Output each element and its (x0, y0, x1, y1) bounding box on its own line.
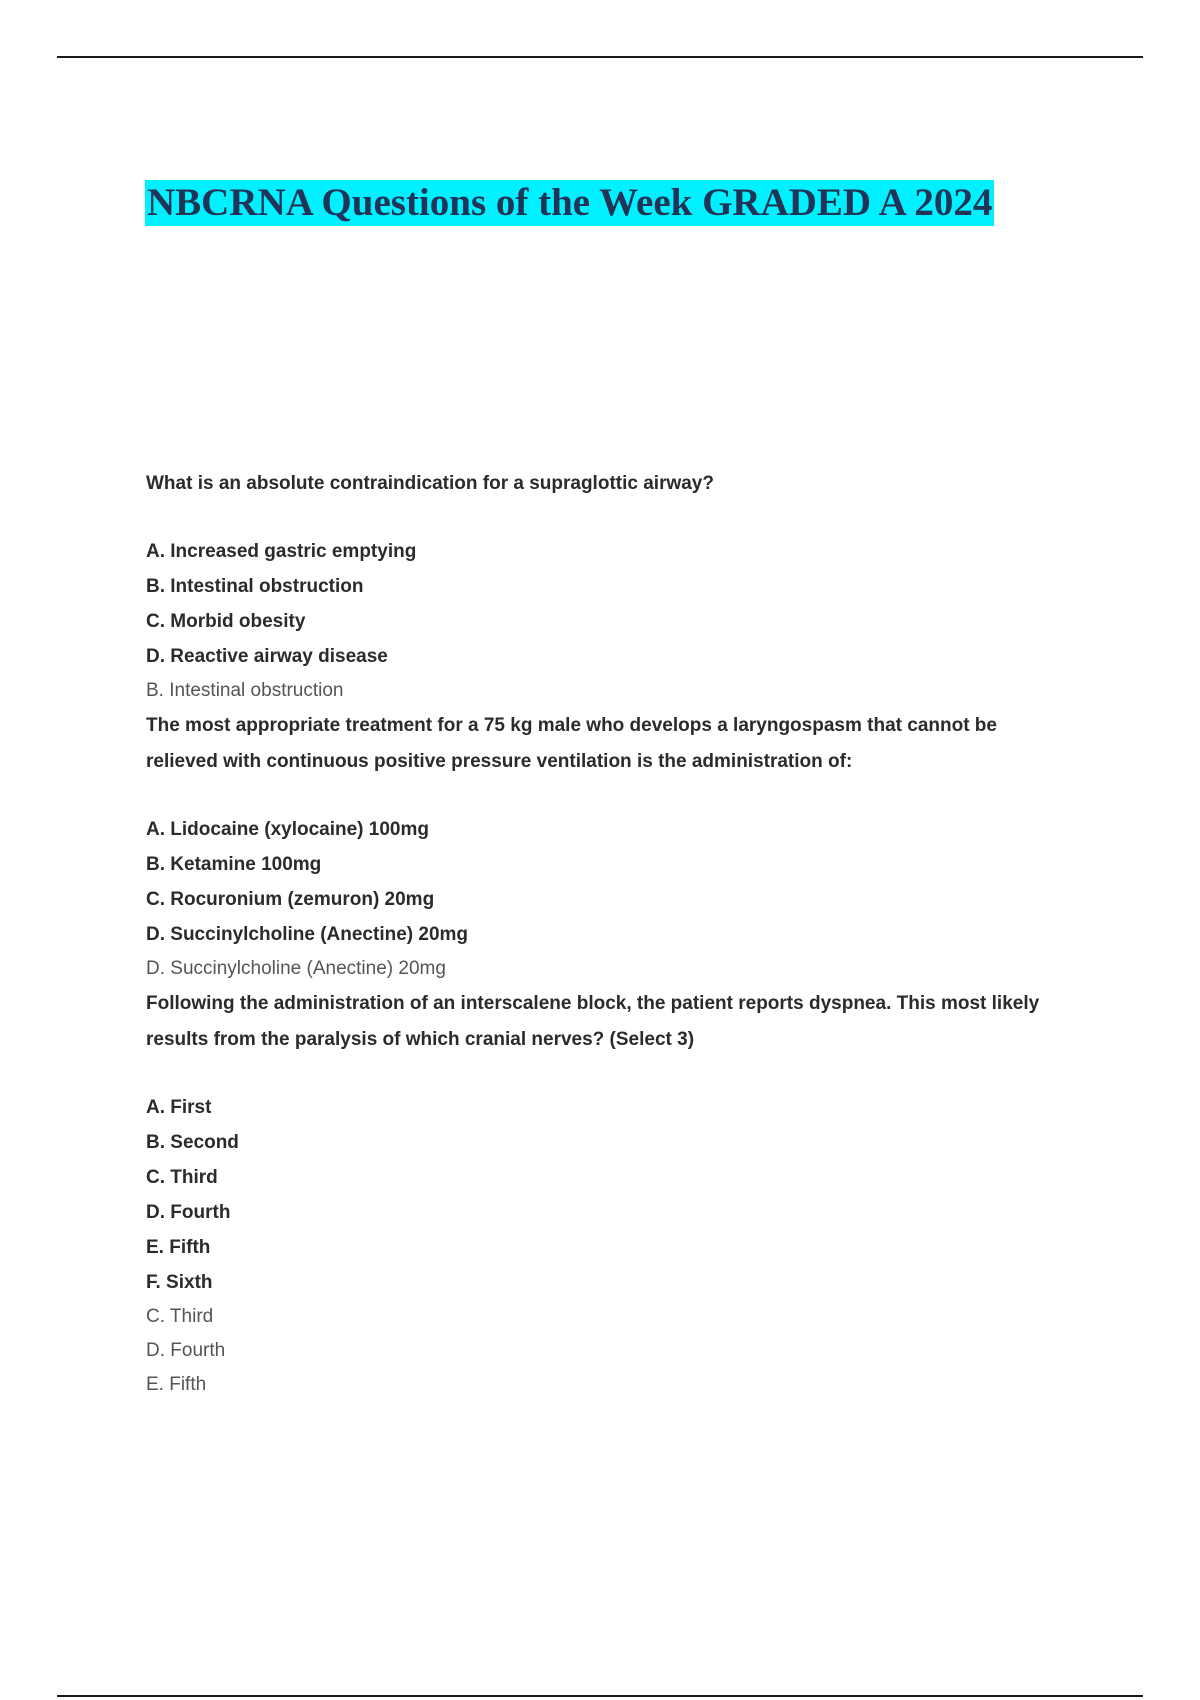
answer-option: B. Second (146, 1132, 239, 1153)
question-text: What is an absolute contraindication for a supraglottic airway? (146, 473, 714, 494)
question-text: The most appropriate treatment for a 75 kg male who develops a laryngospasm that cannot be relieved with continuous positive pressure ventilation is the administration of: (146, 715, 997, 772)
answer-option: C. Rocuronium (zemuron) 20mg (146, 889, 435, 910)
answer-option: C. Third (146, 1167, 218, 1188)
answer-option: A. First (146, 1097, 212, 1118)
question-block-3 (146, 986, 1066, 1402)
answer-option: B. Ketamine 100mg (146, 854, 322, 875)
answer-option: A. Increased gastric emptying (146, 541, 417, 562)
top-rule (57, 56, 1143, 58)
correct-answer: D. Fourth (146, 1340, 226, 1361)
answer-option: F. Sixth (146, 1272, 213, 1293)
question-block-2 (146, 708, 1066, 986)
answer-option: E. Fifth (146, 1237, 211, 1258)
question-spacer (146, 502, 1066, 534)
question-spacer (146, 1058, 1066, 1090)
correct-answer: D. Succinylcholine (Anectine) 20mg (146, 958, 446, 979)
question-block-1 (146, 466, 1066, 708)
answer-option: C. Morbid obesity (146, 611, 306, 632)
question-list (146, 466, 1066, 1402)
bottom-rule (57, 1695, 1143, 1697)
answer-option: B. Intestinal obstruction (146, 576, 364, 597)
answer-option: D. Succinylcholine (Anectine) 20mg (146, 924, 469, 945)
question-text: Following the administration of an interscalene block, the patient reports dyspnea. This most likely results from the paralysis of which cranial nerves? (Select 3) (146, 993, 1040, 1050)
correct-answer: B. Intestinal obstruction (146, 680, 344, 701)
title-block (145, 180, 994, 226)
answer-option: A. Lidocaine (xylocaine) 100mg (146, 819, 429, 840)
answer-option: D. Reactive airway disease (146, 646, 388, 667)
document-title: NBCRNA Questions of the Week GRADED A 2024 (147, 181, 993, 224)
answer-option: D. Fourth (146, 1202, 231, 1223)
correct-answer: E. Fifth (146, 1374, 207, 1395)
question-spacer (146, 780, 1066, 812)
correct-answer: C. Third (146, 1306, 214, 1327)
